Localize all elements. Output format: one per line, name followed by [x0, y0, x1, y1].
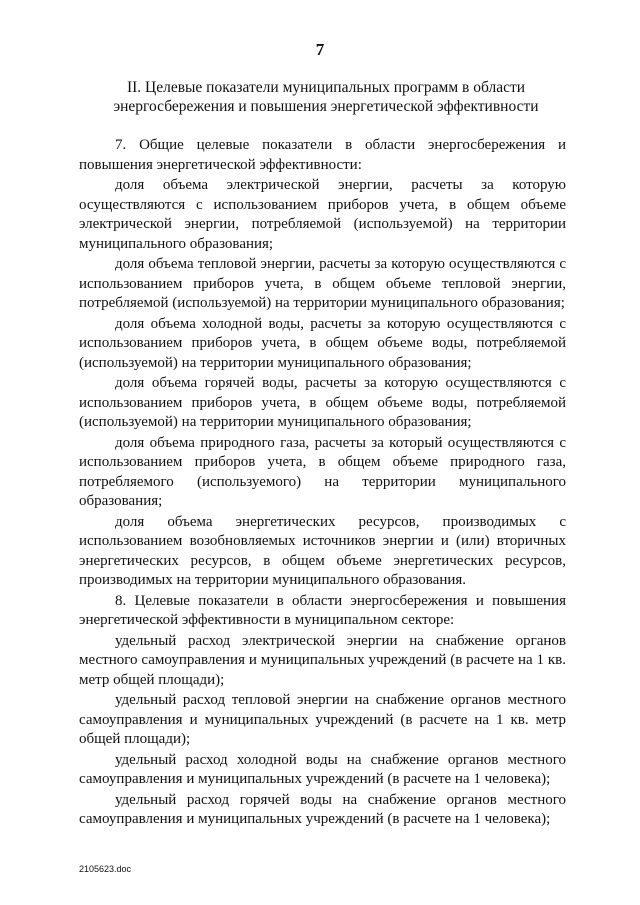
paragraph-item-7: 7. Общие целевые показатели в области энергосбережения и повышения энергетической эффективности:	[79, 137, 566, 173]
paragraph-hot-water: доля объема горячей воды, расчеты за которую осуществляются с использованием приборов учета, в общем объеме воды, потребляемой (используемой) на территории муниципального образования;	[79, 375, 566, 430]
section-heading-line-2: энергосбережения и повышения энергетической эффективности	[113, 98, 539, 115]
paragraph-thermal-energy: доля объема тепловой энергии, расчеты за которую осуществляются с использованием приборов учета, в общем объеме тепловой энергии, потребляемой (используемой) на территории муниципального образования;	[79, 256, 566, 311]
paragraph-specific-cold-water: удельный расход холодной воды на снабжение органов местного самоуправления и муниципальных учреждений (в расчете на 1 человека);	[79, 751, 566, 787]
section-heading	[70, 78, 582, 116]
paragraph-item-8: 8. Целевые показатели в области энергосбережения и повышения энергетической эффективности в муниципальном секторе:	[79, 592, 566, 628]
paragraph-electric-energy: доля объема электрической энергии, расчеты за которую осуществляются с использованием приборов учета, в общем объеме электрической энергии, потребляемой (используемой) на территории муниципального образования;	[79, 177, 566, 252]
page-number: 7	[315, 40, 325, 59]
paragraph-natural-gas: доля объема природного газа, расчеты за который осуществляются с использованием приборов учета, в общем объеме природного газа, потребляемого (используемого) на территории муниципального образования;	[79, 434, 566, 509]
paragraph-specific-electric: удельный расход электрической энергии на снабжение органов местного самоуправления и муниципальных учреждений (в расчете на 1 кв. метр общей площади);	[79, 632, 566, 688]
paragraph-specific-thermal: удельный расход тепловой энергии на снабжение органов местного самоуправления и муниципальных учреждений (в расчете на 1 кв. метр общей площади);	[79, 692, 566, 747]
file-name-footer: 2105623.doc	[79, 864, 132, 874]
paragraph-renewable-resources: доля объема энергетических ресурсов, производимых с использованием возобновляемых источников энергии и (или) вторичных энергетических ресурсов, в общем объеме энергетических ресурсов, производимых на территории муниципального образования.	[79, 513, 566, 588]
paragraph-specific-hot-water: удельный расход горячей воды на снабжение органов местного самоуправления и муниципальных учреждений (в расчете на 1 человека);	[79, 791, 566, 827]
section-heading-line-1: II. Целевые показатели муниципальных программ в области	[126, 79, 526, 96]
paragraph-cold-water: доля объема холодной воды, расчеты за которую осуществляются с использованием приборов учета, в общем объеме воды, потребляемой (используемой) на территории муниципального образования;	[79, 315, 566, 371]
document-body	[79, 136, 566, 831]
